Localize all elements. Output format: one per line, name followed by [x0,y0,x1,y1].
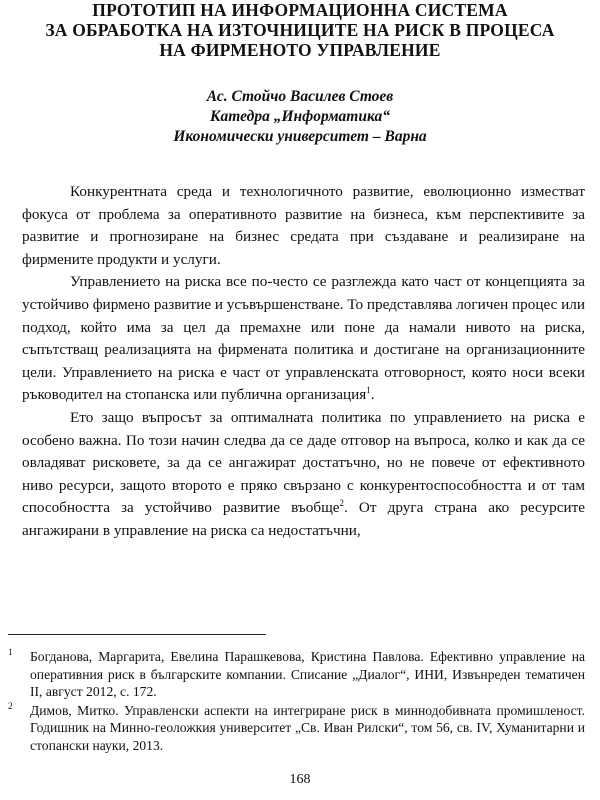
footnote-ref-2[interactable]: 2 [339,498,345,509]
paragraph-1-text: Конкурентната среда и технологичното развитие, еволюционно изместват фокуса от проблема за оперативното развитие на бизнеса, към перспективите за развитие и прогнозиране на бизнес средата при създаване и реализиране на фирмените продукти и услуги. [22,183,585,268]
author-name: Ас. Стойчо Василев Стоев [206,88,394,105]
footnote-1-mark: 1 [8,648,13,658]
footnotes [8,648,585,756]
author-block [0,87,600,147]
footnote-1-text: Богданова, Маргарита, Евелина Парашкевова, Кристина Павлова. Ефективно управление на оперативния риск в българските компании. Списание „Диалог“, ИНИ, Извънреден тематичен II, август 2012, с. 172. [30,649,585,700]
footnote-divider [8,634,266,635]
paragraph-3 [22,407,585,543]
paragraph-3-tail: . От друга страна ако ресурсите ангажирани в управление на риска са недостатъчни, [22,499,585,539]
paragraph-2-end: . [370,386,375,404]
paragraph-2-text: Управлението на риска все по-често се разглежда като част от концепцията за устойчиво фирмено развитие и усъвършенстване. То представлява логичен процес или подход, който има за цел да премахне или поне да намали нивото на риска, съпътстващ реализацията на фирмената политика и достигане на организационните цели. Управлението на риска е част от управленската отговорност, която носи всеки ръководител на стопанска или публична организация [22,273,585,404]
footnote-2-mark: 2 [8,701,13,712]
paragraph-3-text: Ето защо въпросът за оптималната политика по управлението на риска е особено важна. По този начин следва да се даде отговор на въпроса, колко и как да се овладяват рисковете, за да се ангажират достатъчно, но не повече от ефективното ниво ресурси, защото второто е пряко свързано с конкурентоспособността и от там способността за устойчиво развитие въобще [22,408,585,517]
footnote-ref-1[interactable]: 1 [366,385,371,396]
footnote-1 [8,648,585,701]
author-university: Икономически университет – Варна [173,128,427,145]
footnote-2 [8,702,585,755]
paragraph-1 [22,181,585,271]
title-line-1: ПРОТОТИП НА ИНФОРМАЦИОННА СИСТЕМА [92,0,508,20]
page-number: 168 [289,772,311,787]
body-text [22,181,585,543]
title-line-2: ЗА ОБРАБОТКА НА ИЗТОЧНИЦИТЕ НА РИСК В ПРОЦЕСА [45,20,555,40]
paper-title [0,0,600,60]
title-line-3: НА ФИРМЕНОТО УПРАВЛЕНИЕ [159,40,441,60]
footnote-2-text: Димов, Митко. Управленски аспекти на интегриране риск в миннодобивната промишленост. Годишник на Минно-геоложкия университет „Св. Иван Рилски“, том 56, св. IV, Хуманитарни и стопански науки, 2013. [30,702,585,753]
paragraph-2 [22,271,585,407]
author-department: Катедра „Информатика“ [210,108,390,125]
